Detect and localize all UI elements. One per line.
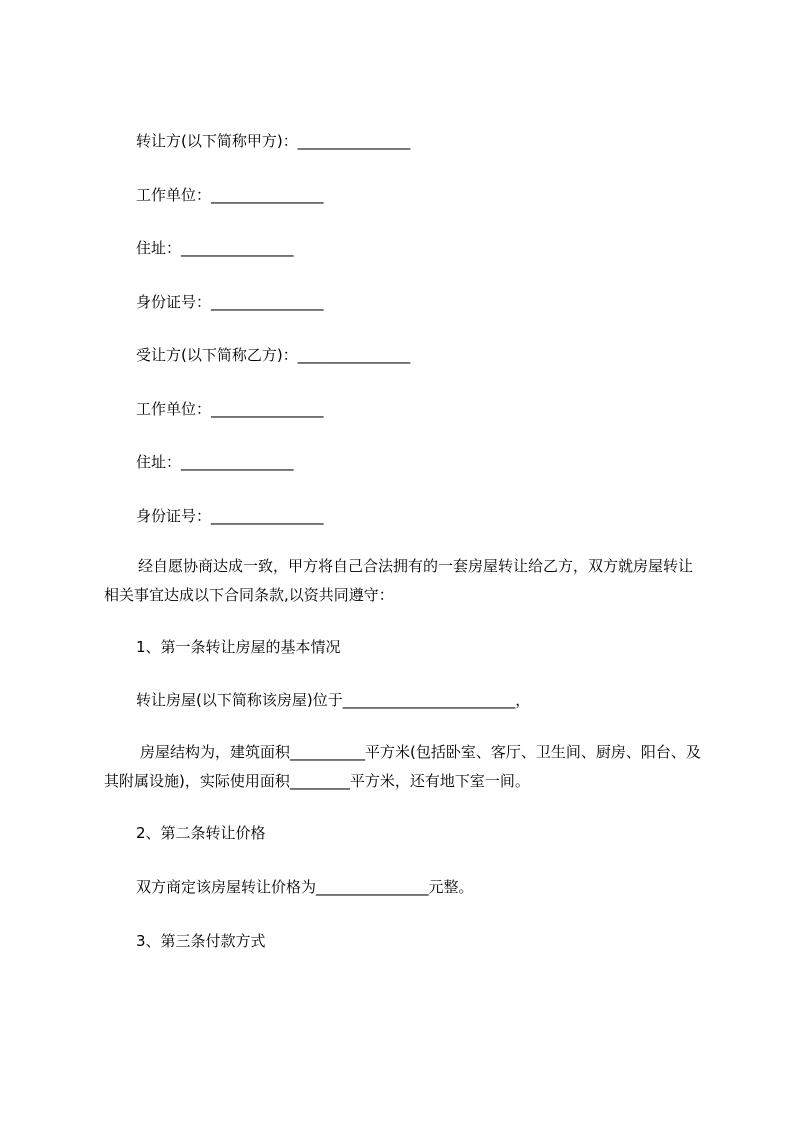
house-structure-paragraph: 房屋结构为，建筑面积__________平方米(包括卧室、客厅、卫生间、厨房、阳台、及其附属设施)，实际使用面积________平方米，还有地下室一间。 xyxy=(104,743,701,790)
intro-paragraph: 经自愿协商达成一致，甲方将自己合法拥有的一套房屋转让给乙方，双方就房屋转让相关事宜达成以下合同条款,以资共同遵守： xyxy=(104,557,694,604)
transferor-work-unit-line: 工作单位：_______________ xyxy=(136,186,324,204)
house-location-line: 转让房屋(以下简称该房屋)位于_______________________， xyxy=(136,691,531,709)
transferee-address-line: 住址：_______________ xyxy=(136,453,294,471)
transferor-address-line: 住址：_______________ xyxy=(136,239,294,257)
transferee-work-unit-line: 工作单位：_______________ xyxy=(136,400,324,418)
transferee-line: 受让方(以下简称乙方)：_______________ xyxy=(136,346,411,364)
transferor-id-line: 身份证号：_______________ xyxy=(136,293,324,311)
article1-heading: 1、第一条转让房屋的基本情况 xyxy=(136,638,341,656)
transferor-line: 转让方(以下简称甲方)：_______________ xyxy=(136,132,411,150)
transferee-id-line: 身份证号：_______________ xyxy=(136,507,324,525)
article3-heading: 3、第三条付款方式 xyxy=(136,932,266,950)
price-line: 双方商定该房屋转让价格为_______________元整。 xyxy=(136,878,474,896)
article2-heading: 2、第二条转让价格 xyxy=(136,824,266,842)
